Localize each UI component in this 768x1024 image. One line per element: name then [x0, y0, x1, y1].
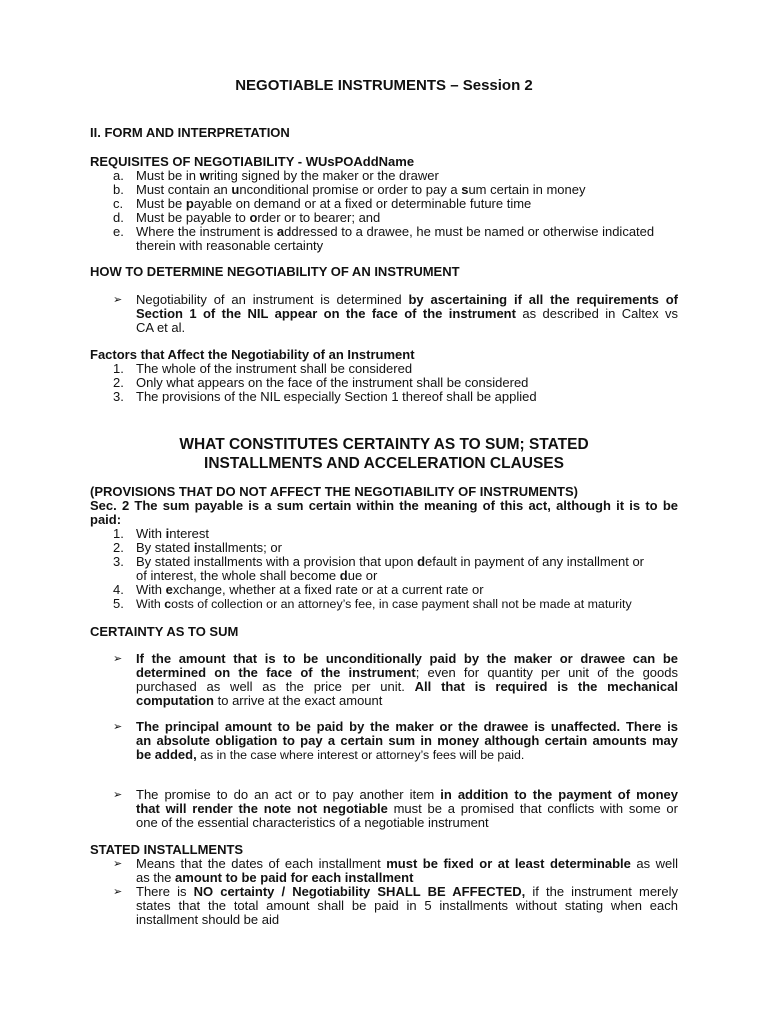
section-heading-form: II. FORM AND INTERPRETATION: [90, 125, 290, 140]
document-page: NEGOTIABLE INSTRUMENTS – Session 2 II. FORM AND INTERPRETATION REQUISITES OF NEGOTIABILITY - WUsPOAddName a. Must be in writing signed by the maker or the drawer b. Must contain an unconditional promise or order to pay a sum certain in money c. Must be payable on demand or at a fixed or determinable future time d. Must be payable to order or to bearer; and e. Where the instrument is addressed to a drawee, he must be named or otherwise indicated therein with reasonable certainty HOW TO DETERMINE NEGOTIABILITY OF AN INSTRUMENT ➢ Negotiability of an instrument is determined by ascertaining if all the requirements of Section 1 of the NIL appear on the face of the instrument as described in Caltex vs CA et al. Factors that Affect the Negotiability of an Instrument 1. The whole of the instrument shall be considered 2. Only what appears on the face of the instrument shall be considered 3. The provisions of the NIL especially Section 1 thereof shall be applied WHAT CONSTITUTES CERTAINTY AS TO SUM; STATED INSTALLMENTS AND ACCELERATION CLAUSES (PROVISIONS THAT DO NOT AFFECT THE NEGOTIABILITY OF INSTRUMENTS) Sec. 2 The sum payable is a sum certain within the meaning of this act, although it is to be paid: 1. With interest 2. By stated installments; or 3. By stated installments with a provision that upon default in payment of any installment or of interest, the whole shall become due or 4. With exchange, whether at a fixed rate or at a current rate or 5. With costs of collection or an attorney’s fee, in case payment shall not be made at maturity CERTAINTY AS TO SUM ➢ If the amount that is to be unconditionally paid by the maker or drawee can be determined on the face of the instrument; even for quantity per unit of the goods purchased as well as the price per unit. All that is required is the mechanical computation to arrive at the exact amount ➢ The principal amount to be paid by the maker or the drawee is unaffected. There is an absolute obligation to pay a certain sum in money although certain amounts may be added, as in the case where interest or attorney’s fees will be paid. ➢ The promise to do an act or to pay another item in addition to the payment of money that will render the note not negotiable must be a promised that conflicts with some or one of the essential characteristics of a negotiable instrument STATED INSTALLMENTS ➢ Means that the dates of each installment must be fixed or at least determinable as well as the amount to be paid for each installment ➢ There is NO certainty / Negotiability SHALL BE AFFECTED, if the instrument merely states that the total amount shall be paid in 5 installments without stating when each installment should be aid: [0, 0, 768, 1024]
arrow-bullet-icon: ➢: [113, 858, 123, 870]
list-label: a.: [113, 168, 124, 183]
list-text: Must be payable to order or to bearer; and: [136, 210, 381, 225]
page-title: NEGOTIABLE INSTRUMENTS – Session 2: [235, 77, 533, 94]
howto-heading: HOW TO DETERMINE NEGOTIABILITY OF AN INSTRUMENT: [90, 264, 460, 279]
section-heading-line1: WHAT CONSTITUTES CERTAINTY AS TO SUM; STATED: [179, 436, 589, 453]
sec2-text-continuation: paid:: [90, 512, 122, 527]
stated-heading: STATED INSTALLMENTS: [90, 842, 244, 857]
certainty-heading: CERTAINTY AS TO SUM: [90, 624, 239, 639]
bullet-text: If the amount that is to be unconditionally paid by the maker or drawee can be determined on the face of the instrument; even for quantity per unit of the goods purchased as well as the price per unit. All that is required is the mechanical computation to arrive at the exact amount: [136, 651, 678, 708]
arrow-bullet-icon: ➢: [113, 294, 123, 306]
arrow-bullet-icon: ➢: [113, 789, 123, 801]
list-label: c.: [113, 196, 124, 211]
list-text: Must be in writing signed by the maker or the drawer: [136, 168, 439, 183]
provisions-heading: (PROVISIONS THAT DO NOT AFFECT THE NEGOTIABILITY OF INSTRUMENTS): [90, 484, 578, 499]
bullet-text: The promise to do an act or to pay another item in addition to the payment of money that will render the note not negotiable must be a promised that conflicts with some or one of the essential characteristics of a negotiable instrument: [136, 787, 678, 830]
section-heading-line2: INSTALLMENTS AND ACCELERATION CLAUSES: [204, 455, 564, 472]
factors-heading: Factors that Affect the Negotiability of an Instrument: [90, 347, 415, 362]
list-text: Must be payable on demand or at a fixed or determinable future time: [136, 196, 532, 211]
list-label: e.: [113, 224, 124, 239]
list-text: Must contain an unconditional promise or order to pay a sum certain in money: [136, 182, 586, 197]
list-label: d.: [113, 210, 124, 225]
bullet-text: Means that the dates of each installment must be fixed or at least determinable as well as the amount to be paid for each installment: [136, 856, 678, 885]
arrow-bullet-icon: ➢: [113, 721, 123, 733]
arrow-bullet-icon: ➢: [113, 653, 123, 665]
bullet-text: The principal amount to be paid by the maker or the drawee is unaffected. There is an absolute obligation to pay a certain sum in money although certain amounts may be added, as in the case where interest or attorney’s fees will be paid.: [136, 719, 678, 762]
bullet-text: There is NO certainty / Negotiability SHALL BE AFFECTED, if the instrument merely states that the total amount shall be paid in 5 installments without stating when each installment should be aid: [136, 884, 679, 927]
list-label: b.: [113, 182, 124, 197]
requisites-heading: REQUISITES OF NEGOTIABILITY - WUsPOAddName: [90, 154, 415, 169]
sec2-text: Sec. 2 The sum payable is a sum certain within the meaning of this act, although it is to be: [90, 498, 678, 513]
arrow-bullet-icon: ➢: [113, 886, 123, 898]
bullet-text: Negotiability of an instrument is determined by ascertaining if all the requirements of Section 1 of the NIL appear on the face of the instrument as described in Caltex vs CA et al.: [136, 292, 679, 335]
list-text: Where the instrument is addressed to a drawee, he must be named or otherwise indicated: [136, 224, 655, 239]
